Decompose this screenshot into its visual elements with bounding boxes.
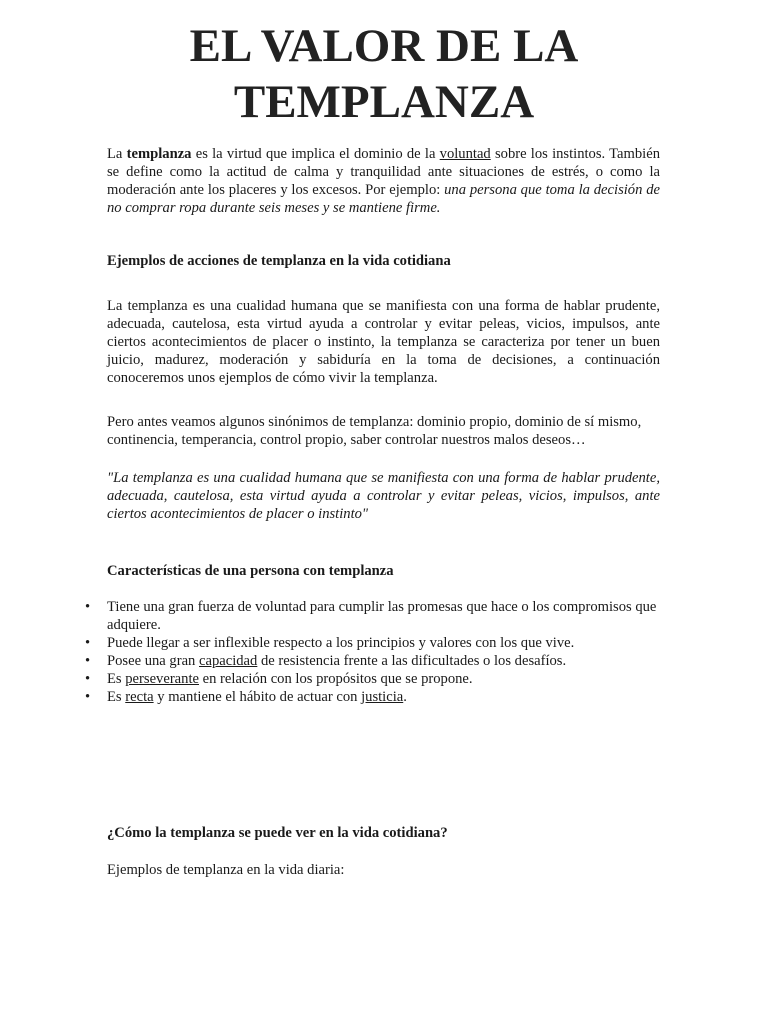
section-heading-vida-cotidiana: ¿Cómo la templanza se puede ver en la vida cotidiana?	[107, 825, 448, 841]
link-voluntad[interactable]: voluntad	[439, 146, 491, 162]
link-justicia[interactable]: justicia	[361, 689, 404, 705]
link-perseverante[interactable]: perseverante	[125, 671, 199, 687]
intro-text-3: sobre los instintos. También se define como la actitud de calma y tranquilidad ante situaciones de estrés, o como la moderación ante los placeres y los excesos. Por ejemplo:	[107, 146, 660, 198]
list-item-text: .	[403, 689, 407, 705]
list-item-text: y mantiene el hábito de actuar con	[153, 689, 362, 705]
list-item	[85, 652, 660, 670]
bullet-icon: •	[85, 671, 91, 687]
list-item	[85, 688, 660, 706]
quote-paragraph: "La templanza es una cualidad humana que se manifiesta con una forma de hablar prudente, adecuada, cautelosa, esta virtud ayuda a controlar y evitar peleas, vicios, impulsos, ante ciertos acontecimientos de placer o instinto"	[107, 470, 660, 522]
list-item-text: Es	[107, 671, 126, 687]
section-heading-caracteristicas: Características de una persona con templanza	[107, 563, 394, 579]
characteristics-list	[85, 598, 660, 706]
section-paragraph-vida-diaria: Ejemplos de templanza en la vida diaria:	[107, 862, 345, 878]
link-capacidad[interactable]: capacidad	[199, 653, 258, 669]
list-item-text: Tiene una gran fuerza de voluntad para cumplir las promesas que hace o los compromisos que adquiere.	[107, 599, 657, 633]
link-recta[interactable]: recta	[125, 689, 154, 705]
intro-text-2: es la virtud que implica el dominio de la	[191, 146, 440, 162]
intro-paragraph	[107, 145, 660, 217]
bullet-icon: •	[85, 635, 91, 651]
intro-text-1: La	[107, 146, 127, 162]
intro-example: una persona que toma la decisión de no comprar ropa durante seis meses y se mantiene firme.	[107, 182, 660, 216]
bullet-icon: •	[85, 599, 91, 615]
bullet-icon: •	[85, 653, 91, 669]
section-heading-ejemplos: Ejemplos de acciones de templanza en la vida cotidiana	[107, 253, 451, 269]
intro-bold-term: templanza	[126, 146, 192, 162]
list-item	[85, 598, 660, 634]
list-item-text: Posee una gran	[107, 653, 199, 669]
section-paragraph-ejemplos: La templanza es una cualidad humana que se manifiesta con una forma de hablar prudente, adecuada, cautelosa, esta virtud ayuda a controlar y evitar peleas, vicios, impulsos, ante ciertos acontecimientos de placer o instinto, la templanza se caracteriza por tener un buen juicio, madurez, moderación y sabiduría en la toma de decisiones, a continuación conoceremos unos ejemplos de cómo vivir la templanza.	[107, 298, 660, 386]
page-title	[100, 18, 668, 130]
list-item	[85, 634, 660, 652]
synonyms-paragraph: Pero antes veamos algunos sinónimos de templanza: dominio propio, dominio de sí mismo, continencia, temperancia, control propio, saber controlar nuestros malos deseos…	[107, 414, 642, 448]
list-item	[85, 670, 660, 688]
title-line-1: EL VALOR DE LA	[189, 20, 579, 72]
list-item-text: Es	[107, 689, 126, 705]
list-item-text: Puede llegar a ser inflexible respecto a los principios y valores con los que vive.	[107, 635, 575, 651]
title-line-2: TEMPLANZA	[233, 76, 535, 128]
list-item-text: en relación con los propósitos que se propone.	[198, 671, 473, 687]
bullet-icon: •	[85, 689, 91, 705]
list-item-text: de resistencia frente a las dificultades o los desafíos.	[257, 653, 567, 669]
